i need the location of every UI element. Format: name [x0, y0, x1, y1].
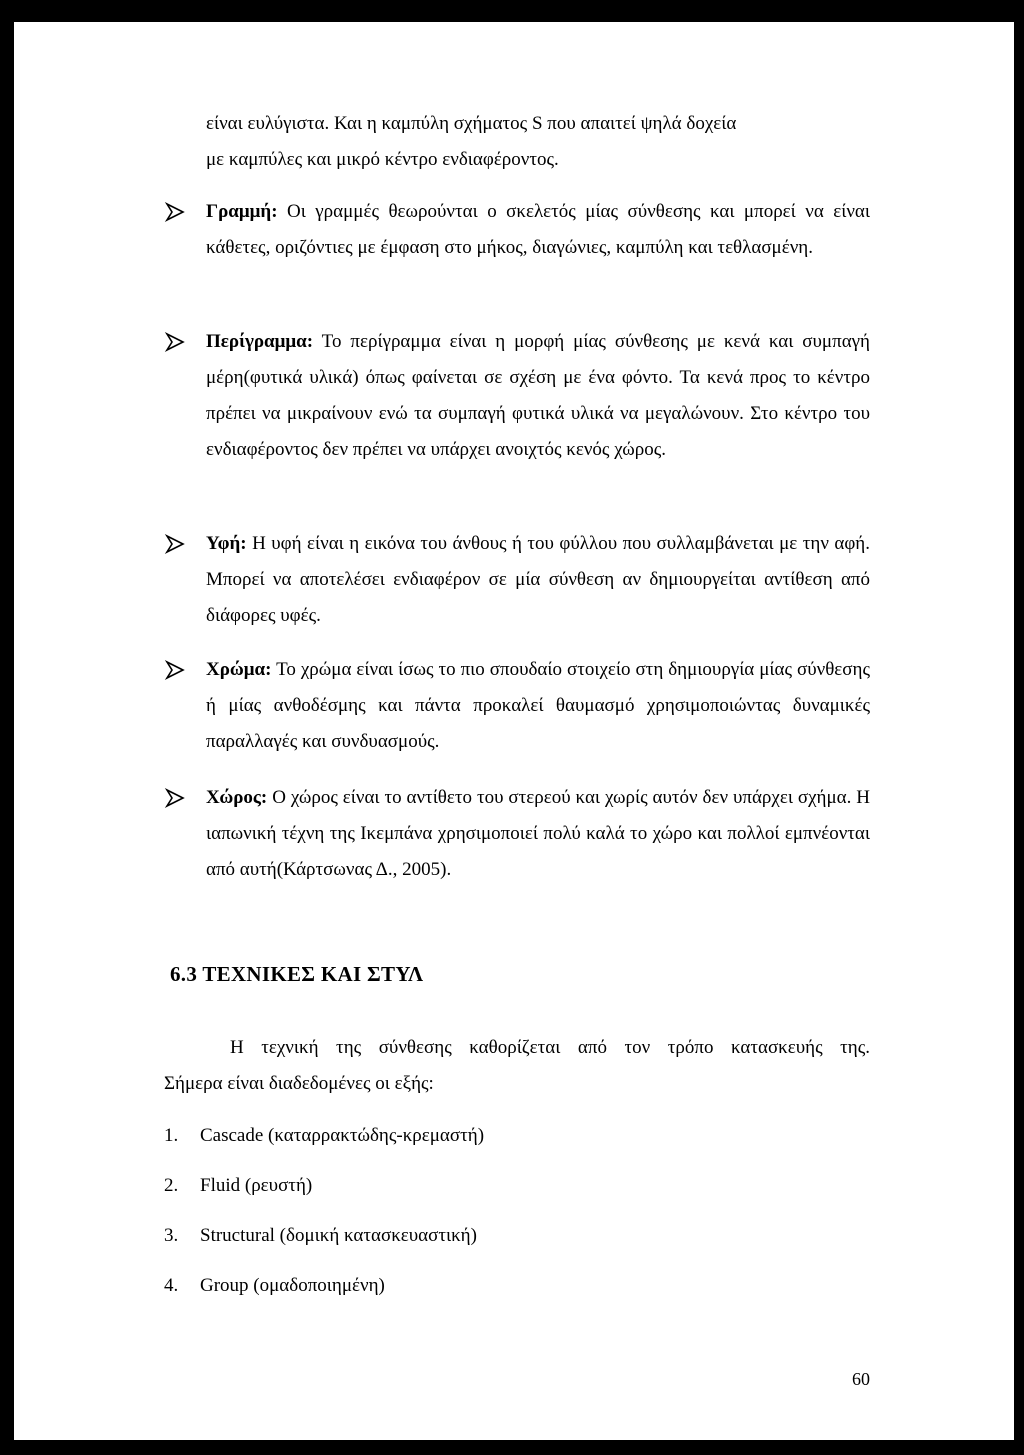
continuation-paragraph: [206, 106, 870, 178]
bullet-body: Το περίγραμμα είναι η μορφή μίας σύνθεσης με κενά και συμπαγή μέρη(φυτικά υλικά) όπως φαίνεται σε σχέση με ένα φόντο. Τα κενά προς το κέντρο πρέπει να μικραίνουν ενώ τα συμπαγή φυτικά υλικά να μεγαλώνουν. Στο κέντρο του ενδιαφέροντος δεν πρέπει να υπάρχει ανοιχτός κενός χώρος.: [206, 331, 870, 460]
intro-line-2: Σήμερα είναι διαδεδομένες οι εξής:: [164, 1073, 434, 1094]
bullet-body: Το χρώμα είναι ίσως το πιο σπουδαίο στοιχείο στη δημιουργία μίας σύνθεσης ή μίας ανθοδέσμης και πάντα προκαλεί θαυμασμό χρησιμοποιώντας δυναμικές παραλλαγές και συνδυασμούς.: [206, 659, 870, 752]
bullet-text: [206, 780, 870, 888]
bullet-text: [206, 194, 870, 266]
list-item: [164, 1218, 864, 1268]
section-heading: 6.3 ΤΕΧΝΙΚΕΣ ΚΑΙ ΣΤΥΛ: [170, 962, 424, 986]
list-item-label: Group (ομαδοποιημένη): [200, 1275, 385, 1296]
list-item: [164, 1118, 864, 1168]
bullet-term: Χρώμα:: [206, 659, 272, 680]
arrow-bullet-icon: [164, 331, 186, 353]
bullet-item-texture: [164, 526, 870, 636]
bullet-item-space: [164, 780, 870, 890]
bullet-text: [206, 324, 870, 468]
bullet-term: Υφή:: [206, 533, 247, 554]
bullet-text: [206, 526, 870, 634]
arrow-bullet-icon: [164, 533, 186, 555]
bullet-body: Οι γραμμές θεωρούνται ο σκελετός μίας σύνθεσης και μπορεί να είναι κάθετες, οριζόντιες με έμφαση στο μήκος, διαγώνιες, καμπύλη και τεθλασμένη.: [206, 201, 870, 258]
list-item: [164, 1168, 864, 1218]
bullet-term: Χώρος:: [206, 787, 268, 808]
list-item-number: 4.: [164, 1275, 179, 1296]
intro-line-1: Η τεχνική της σύνθεσης καθορίζεται από τον τρόπο κατασκευής της.: [230, 1037, 870, 1058]
list-item: [164, 1268, 864, 1318]
techniques-list: [164, 1118, 864, 1318]
page-number: 60: [852, 1369, 870, 1389]
list-item-number: 2.: [164, 1175, 179, 1196]
list-item-label: Fluid (ρευστή): [200, 1175, 313, 1196]
bullet-item-line: [164, 194, 870, 304]
list-item-label: Cascade (καταρρακτώδης-κρεμαστή): [200, 1125, 485, 1146]
arrow-bullet-icon: [164, 659, 186, 681]
bullet-item-outline: [164, 324, 870, 510]
document-page: [14, 22, 1014, 1440]
continuation-line-2: με καμπύλες και μικρό κέντρο ενδιαφέροντος.: [206, 149, 559, 170]
bullet-body: Ο χώρος είναι το αντίθετο του στερεού και χωρίς αυτόν δεν υπάρχει σχήμα. Η ιαπωνική τέχνη της Ικεμπάνα χρησιμοποιεί πολύ καλά το χώρο και πολλοί εμπνέονται από αυτή(Κάρτσωνας Δ., 2005).: [206, 787, 870, 880]
continuation-line-1: είναι ευλύγιστα. Και η καμπύλη σχήματος S που απαιτεί ψηλά δοχεία: [206, 113, 737, 134]
list-item-label: Structural (δομική κατασκευαστική): [200, 1225, 477, 1246]
bullet-body: Η υφή είναι η εικόνα του άνθους ή του φύλλου που συλλαμβάνεται με την αφή. Μπορεί να αποτελέσει ενδιαφέρον σε μία σύνθεση αν δημιουργείται αντίθεση από διάφορες υφές.: [206, 533, 870, 626]
bullet-term: Περίγραμμα:: [206, 331, 314, 352]
list-item-number: 1.: [164, 1125, 179, 1146]
bullet-item-color: [164, 652, 870, 762]
intro-paragraph: [164, 1030, 870, 1102]
arrow-bullet-icon: [164, 787, 186, 809]
arrow-bullet-icon: [164, 201, 186, 223]
list-item-number: 3.: [164, 1225, 179, 1246]
bullet-term: Γραμμή:: [206, 201, 278, 222]
bullet-text: [206, 652, 870, 760]
